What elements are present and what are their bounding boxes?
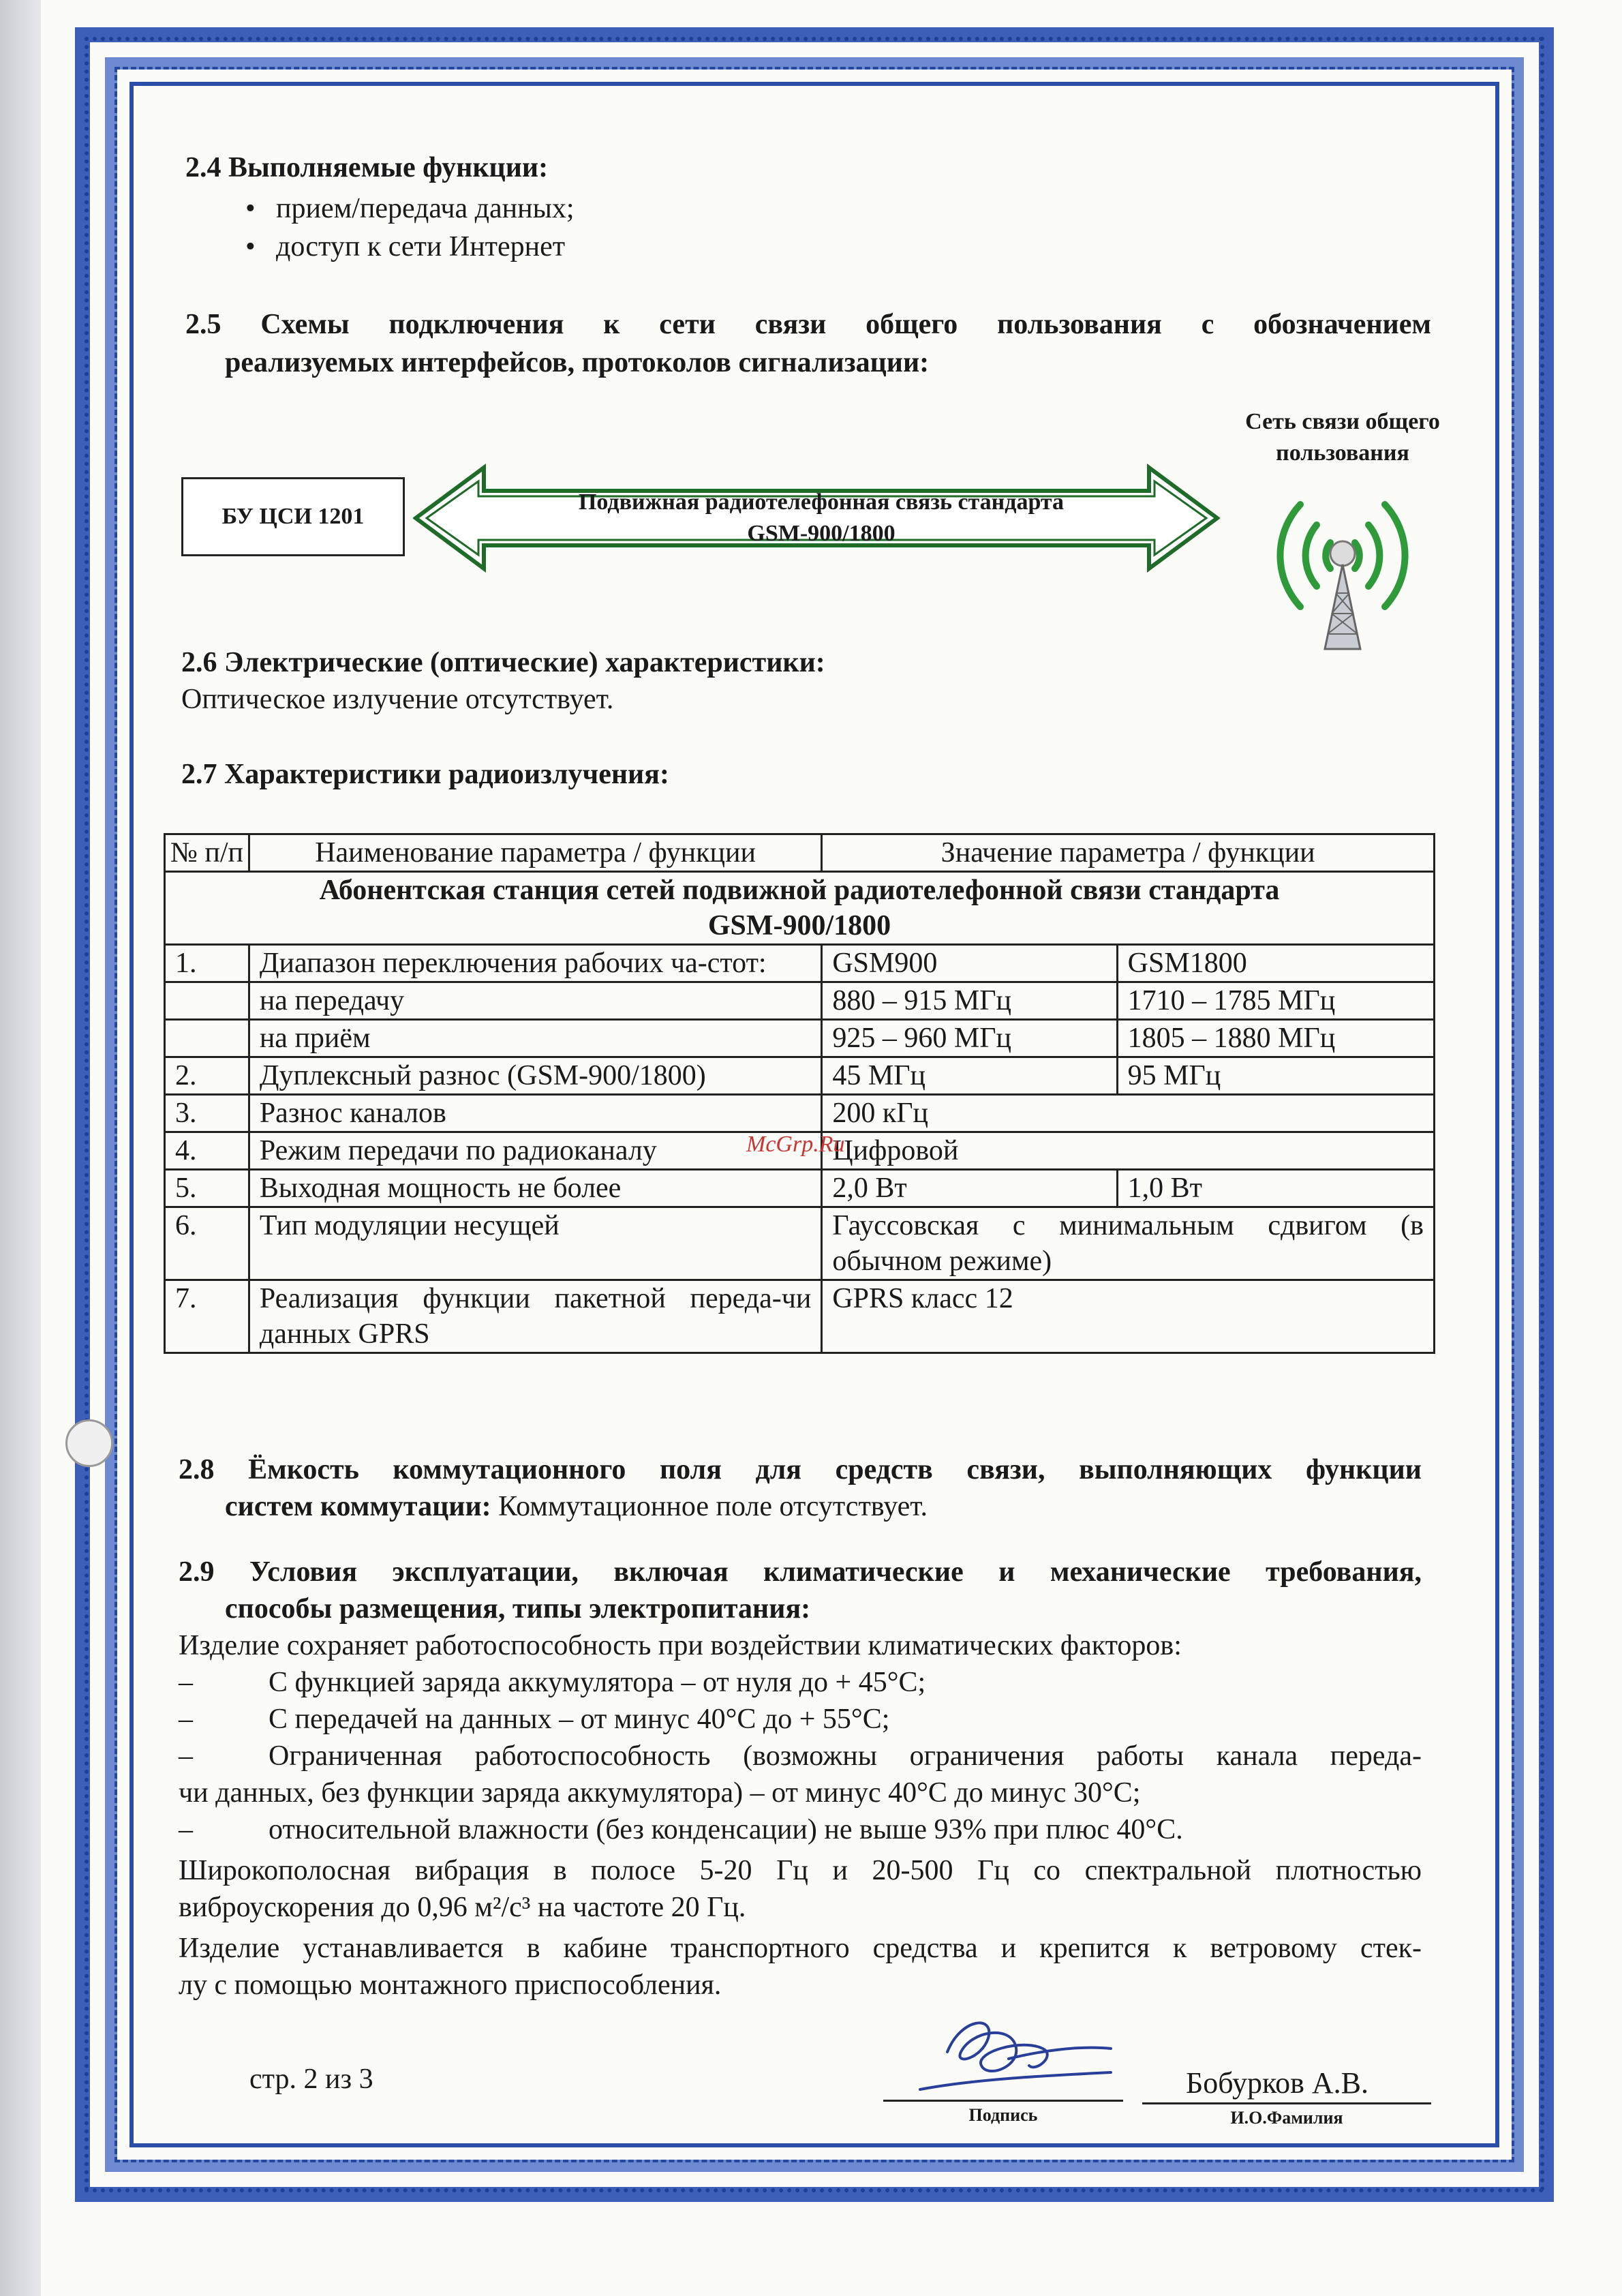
cell-num: 1. (165, 945, 249, 982)
section-2-9-intro: Изделие сохраняет работоспособность при воздействии климатических факторов: (179, 1630, 1182, 1661)
link-label-line2: GSM-900/1800 (747, 521, 896, 546)
cell-num (165, 1020, 249, 1057)
cell-num (165, 982, 249, 1020)
cell-value-2: 1,0 Вт (1117, 1170, 1434, 1207)
name-label: И.О.Фамилия (1230, 2108, 1343, 2128)
dash-marker: – (179, 1814, 193, 1845)
device-box: БУ ЦСИ 1201 (181, 477, 405, 556)
table-row (165, 982, 1435, 1020)
list-item: С функцией заряда аккумулятора – от нуля до + 45°С; (269, 1667, 926, 1698)
cell-name: Разнос каналов (249, 1095, 822, 1132)
network-label (1213, 406, 1472, 469)
cell-value-1: 925 – 960 МГц (822, 1020, 1117, 1057)
list-item: С передачей на данных – от минус 40°С до + 55°С; (269, 1704, 890, 1735)
cell-name: Диапазон переключения рабочих ча-стот: (249, 945, 822, 982)
table-row (165, 1020, 1435, 1057)
cell-value-2: 95 МГц (1117, 1057, 1434, 1095)
list-item: • прием/передача данных; (181, 190, 575, 228)
cell-name: Тип модуляции несущей (249, 1207, 822, 1280)
cell-num: 5. (165, 1170, 249, 1207)
dash-marker: – (179, 1704, 193, 1735)
section-2-9-heading-line1: 2.9 Условия эксплуатации, включая климатические и механические требования, (179, 1556, 1422, 1588)
cell-name: Реализация функции пакетной переда-чи данных GPRS (249, 1280, 822, 1353)
network-label-line1: Сеть связи общего (1245, 409, 1440, 434)
name-line (1142, 2102, 1431, 2104)
table-row (165, 1280, 1435, 1353)
radio-tower-icon (1254, 477, 1431, 654)
cell-value-2: GSM1800 (1117, 945, 1434, 982)
table-row (165, 1170, 1435, 1207)
header-name: Наименование параметра / функции (249, 834, 822, 872)
cell-name: на приём (249, 1020, 822, 1057)
dash-marker: – (179, 1667, 193, 1698)
signer-name: Бобурков А.В. (1186, 2066, 1369, 2100)
section-2-6-text: Оптическое излучение отсутствует. (181, 684, 614, 715)
link-label (477, 487, 1165, 549)
vibration-line2: виброускорения до 0,96 м²/с³ на частоте 20 Гц. (179, 1892, 746, 1923)
vibration-line1: Широкополосная вибрация в полосе 5-20 Гц и 20-500 Гц со спектральной плотностью (179, 1855, 1422, 1886)
section-2-4-list (181, 190, 575, 266)
signature (906, 2011, 1124, 2113)
cell-num: 2. (165, 1057, 249, 1095)
watermark: McGrp.Ru (746, 1132, 845, 1157)
page-edge-shadow (0, 0, 41, 2296)
cell-value-1: 2,0 Вт (822, 1170, 1117, 1207)
group-title-line2: GSM-900/1800 (707, 910, 891, 941)
cell-num: 6. (165, 1207, 249, 1280)
cell-num: 7. (165, 1280, 249, 1353)
signature-label: Подпись (968, 2105, 1038, 2125)
section-2-5-heading-line2: реализуемых интерфейсов, протоколов сигнализации: (225, 347, 930, 378)
mounting-line2: лу с помощью монтажного приспособления. (179, 1969, 722, 2001)
list-item: Ограниченная работоспособность (возможны ограничения работы канала переда- (269, 1740, 1422, 1772)
cell-value-1: 880 – 915 МГц (822, 982, 1117, 1020)
cell-num: 4. (165, 1132, 249, 1170)
table-row (165, 945, 1435, 982)
table-group-row (165, 872, 1435, 945)
header-num: № п/п (165, 834, 249, 872)
punch-hole (65, 1419, 113, 1467)
radio-params-table (164, 833, 1435, 1354)
cell-value: GPRS класс 12 (822, 1280, 1435, 1353)
link-label-line1: Подвижная радиотелефонная связь стандарта (578, 489, 1065, 515)
table-row (165, 1207, 1435, 1280)
section-2-9-heading-line2: способы размещения, типы электропитания: (225, 1593, 811, 1625)
cell-value: 200 кГц (822, 1095, 1435, 1132)
cell-name: Выходная мощность не более (249, 1170, 822, 1207)
network-label-line2: пользования (1276, 440, 1409, 466)
mounting-line1: Изделие устанавливается в кабине транспортного средства и крепится к ветровому стек- (179, 1933, 1422, 1964)
cell-name: Дуплексный разнос (GSM-900/1800) (249, 1057, 822, 1095)
table-row (165, 1095, 1435, 1132)
list-item: • доступ к сети Интернет (181, 228, 575, 266)
cell-name: Режим передачи по радиоканалу (249, 1132, 822, 1170)
section-2-8-heading-line1: 2.8 Ёмкость коммутационного поля для средств связи, выполняющих функции (179, 1454, 1422, 1485)
section-2-4-heading: 2.4 Выполняемые функции: (185, 152, 549, 183)
section-2-7-heading: 2.7 Характеристики радиоизлучения: (181, 759, 669, 790)
section-2-8-heading-line2: систем коммутации: (225, 1491, 491, 1522)
list-item-continued: чи данных, без функции заряда аккумулятора) – от минус 40°С до минус 30°С; (179, 1777, 1141, 1809)
cell-value-2: 1805 – 1880 МГц (1117, 1020, 1434, 1057)
section-2-8-text: Коммутационное поле отсутствует. (491, 1491, 928, 1522)
signature-line (883, 2100, 1123, 2102)
list-item: относительной влажности (без конденсации) не выше 93% при плюс 40°С. (269, 1814, 1183, 1845)
header-value: Значение параметра / функции (822, 834, 1435, 872)
group-title (165, 872, 1435, 945)
cell-value-2: 1710 – 1785 МГц (1117, 982, 1434, 1020)
dash-marker: – (179, 1740, 193, 1772)
section-2-8-line2 (225, 1490, 928, 1523)
cell-name: на передачу (249, 982, 822, 1020)
cell-value: Гауссовская с минимальным сдвигом (в обычном режиме) (822, 1207, 1435, 1280)
section-2-6-heading: 2.6 Электрические (оптические) характеристики: (181, 647, 825, 678)
cell-num: 3. (165, 1095, 249, 1132)
section-2-5-heading-line1: 2.5 Схемы подключения к сети связи общего пользования с обозначением (185, 309, 1431, 340)
table-header-row (165, 834, 1435, 872)
cell-value-1: 45 МГц (822, 1057, 1117, 1095)
cell-value: Цифровой (822, 1132, 1435, 1170)
table-row (165, 1057, 1435, 1095)
cell-value-1: GSM900 (822, 945, 1117, 982)
group-title-line1: Абонентская станция сетей подвижной радиотелефонной связи стандарта (319, 875, 1280, 906)
page-number: стр. 2 из 3 (249, 2064, 373, 2095)
